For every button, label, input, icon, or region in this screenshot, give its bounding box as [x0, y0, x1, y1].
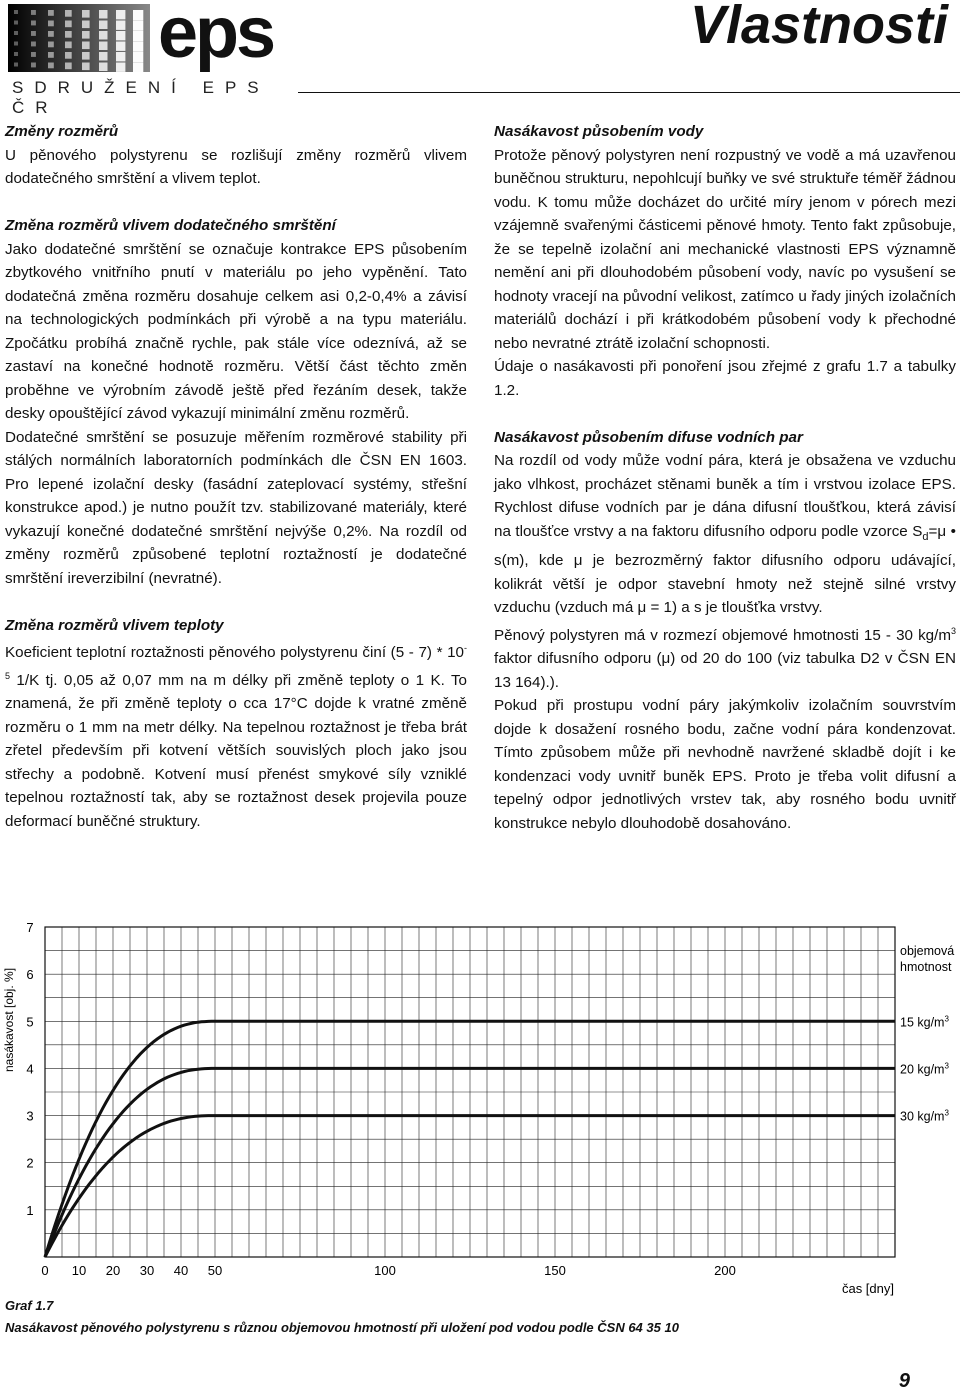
x-tick-label: 100: [374, 1263, 396, 1278]
paragraph: Na rozdíl od vody může vodní pára, která je obsažena ve vzduchu jako vlhkost, procházet stěnami buněk a tím i vrstvou izolace EPS. Rychlost difuse vodních par je dána difusní tloušťkou, která závisí na tloušťce vrstvy a na faktoru difusního odporu podle vzorce $S_d=\mu$ • s(m), kde μ je bezrozměrný faktor difusního odporu udávající, kolikrát větší je odpor stavební hmoty než stejně silné vrstvy vzduchu (vzduch má μ = 1) a s je tloušťka vrstvy.: [494, 452, 956, 617]
x-tick-label: 0: [41, 1263, 49, 1278]
logo-subtitle: SDRUŽENÍ EPS ČR: [12, 78, 270, 117]
right-column: [494, 120, 956, 835]
legend-label: 15 $kg/m^3$: [900, 1014, 949, 1030]
y-tick-label: 4: [26, 1061, 34, 1077]
x-tick-label: 50: [207, 1263, 223, 1278]
left-column: [5, 120, 467, 833]
figure-label: Graf 1.7: [5, 1298, 54, 1313]
legend-label: 30 $kg/m^3$: [900, 1108, 949, 1124]
y-tick-label: 1: [26, 1202, 34, 1218]
x-axis-label: čas [dny]: [841, 1281, 894, 1296]
x-tick-label: 10: [71, 1263, 87, 1278]
y-axis-label: nasákavost [obj. %]: [2, 967, 16, 1073]
section-heading: Nasákavost působením vody: [494, 123, 704, 140]
header-divider: [298, 92, 960, 93]
chart-grid: [45, 927, 895, 1257]
page-number: 9: [898, 1370, 910, 1392]
paragraph: Údaje o nasákavosti při ponoření jsou zřejmé z grafu 1.7 a tabulky 1.2.: [494, 358, 956, 399]
y-tick-label: 7: [26, 920, 34, 935]
water-absorption-chart: [0, 905, 960, 1300]
paragraph: Protože pěnový polystyren není rozpustný ve vodě a má uzavřenou buněčnou strukturu, nepohlcují buňky ve své struktuře téměř žádnou vodu. K tomu může docházet do určité míry jenom v pórech mezi vzájemně svařenými částicemi pěnové hmoty. Tento fakt způsobuje, že se tepelně izolační ani mechanické vlastnosti EPS významně nemění ani při dlouhodobém působení vody, navíc po vysušení se hodnoty vracejí na původní velikost, zatímco u řady jiných izolačních materiálů dochází i při krátkodobém působení vody k přechodné nebo nevratné ztrátě izolační schopnosti.: [494, 146, 956, 352]
dot-grid-icon: [8, 4, 158, 74]
paragraph: Pokud při prostupu vodní páry jakýmkoliv izolačním souvrstvím dojde k dosažení rosného bodu, začne vodní pára kondenzovat. Tímto způsobem může při nevhodně navržené skladbě dojít i ke kondenzaci vody uvnitř buněk EPS. Proto je třeba volit difusní a tepelný odpor jednotlivých vrstev tak, aby rosného bodu uvnitř konstrukce nebylo dlouhodobě dosahováno.: [494, 697, 956, 832]
x-tick-labels: [41, 1263, 735, 1278]
x-tick-label: 40: [173, 1263, 189, 1278]
logo-text: eps: [158, 0, 274, 73]
y-tick-label: 3: [26, 1108, 34, 1124]
y-tick-label: 6: [26, 967, 34, 983]
legend-title-line: objemová: [900, 944, 955, 958]
chart-legend: [900, 944, 954, 1124]
x-tick-label: 30: [139, 1263, 155, 1278]
page-title: Vlastnosti: [689, 0, 948, 55]
legend-title-line: hmotnost: [900, 960, 952, 974]
paragraph: U pěnového polystyrenu se rozlišují změny rozměrů vlivem dodatečného smrštění a vlivem teplot.: [5, 146, 467, 187]
paragraph: Koeficient teplotní roztažnosti pěnového polystyrenu činí $(5 - 7) * 10^{-5}$ 1/K tj. 0,05 až 0,07 mm na m délky při změně teploty o 1 K. To znamená, že při změně teploty o cca 17°C dojde k vratné změně rozměru o 1 mm na metr délky. Na tepelnou roztažnost je třeba brát zřetel především při kotvení větších souvislých ploch jako jsou střechy a podobně. Kotvení musí přenést smykové síly vzniklé tepelnou roztažností tak, aby se roztažnost desek projevila pouze deformací buněčné struktury.: [5, 643, 467, 830]
section-heading: Změny rozměrů: [5, 123, 119, 140]
paragraph: Dodatečné smrštění se posuzuje měřením rozměrové stability při stálých normálních laboratorních podmínkách dle ČSN EN 1603. Pro lepené izolační desky (fasádní zateplovací systémy, střešní konstrukce apod.) je nutno použít tzv. stabilizované materiály, které vykazují konečné dodatečné smrštění nejvýše 0,2%. Na rozdíl od změny rozměrů způsobené teplotní roztažností je dodatečné smrštění ireverzibilní (nevratné).: [5, 428, 467, 587]
figure-caption: Nasákavost pěnového polystyrenu s různou objemovou hmotností při uložení pod vodou podle ČSN 64 35 10: [5, 1320, 679, 1335]
paragraph: Pěnový polystyren má v rozmezí objemové hmotnosti 15 - 30 $kg/m^3$ faktor difusního odporu (μ) od 20 do 100 (viz tabulka D2 v ČSN EN 13 164).).: [494, 625, 956, 691]
section-heading: Nasákavost působením difuse vodních par: [494, 428, 803, 446]
legend-label: 20 $kg/m^3$: [900, 1061, 949, 1077]
y-tick-labels: [26, 920, 33, 1218]
section-heading: Změna rozměrů vlivem dodatečného smrštění: [5, 217, 336, 234]
eps-logo: [8, 0, 308, 117]
y-tick-label: 5: [26, 1014, 34, 1030]
x-tick-label: 200: [714, 1263, 736, 1278]
x-tick-label: 150: [544, 1263, 566, 1278]
x-tick-label: 20: [105, 1263, 121, 1278]
section-heading: Změna rozměrů vlivem teploty: [5, 616, 224, 634]
y-tick-label: 2: [26, 1155, 34, 1171]
paragraph: Jako dodatečné smrštění se označuje kontrakce EPS působením zbytkového vnitřního pnutí v materiálu po jeho vypěnění. Tato dodatečná změna rozměru dosahuje celkem asi 0,2-0,4% a závisí na technologických podmínkách při výrobě a na typu materiálu. Zpočátku probíhá značně rychle, pak stále více odeznívá, až se zastaví na konečné hodnotě rozměru. Větší část těchto změn proběhne ve výrobním závodě ještě před řezáním desek, takže desky opouštějící závod vykazují minimální změnu rozměrů.: [5, 240, 467, 422]
